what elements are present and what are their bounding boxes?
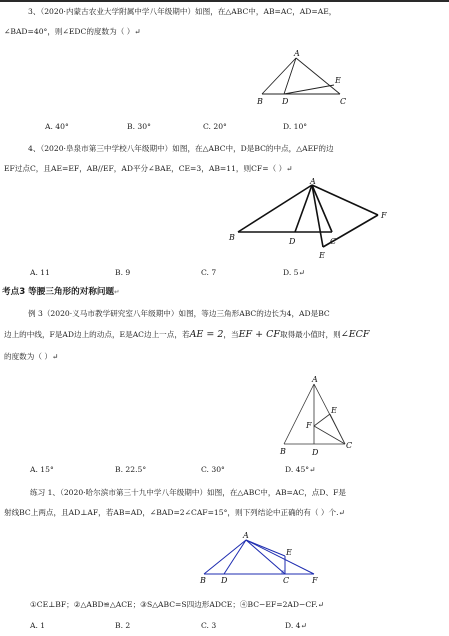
example3-line2-part-a: 边上的中线，F是AD边上的动点，E是AC边上一点，若 <box>4 330 190 339</box>
segment-af <box>246 540 314 574</box>
label-e: E <box>331 406 337 415</box>
example3-line2 <box>4 330 370 340</box>
segment-ad <box>224 540 246 574</box>
label-c: C <box>330 237 337 246</box>
practice1-option-c: C. 3 <box>201 621 217 630</box>
problem4-option-d: D. 5↵ <box>283 268 305 277</box>
label-a: A <box>243 531 249 540</box>
example3-option-b: B. 22.5° <box>115 465 147 474</box>
label-a: A <box>294 49 300 58</box>
label-b: B <box>200 576 206 585</box>
label-f: F <box>381 211 387 220</box>
problem4-line2: EF过点C，且AE=EF，AB//EF，AD平分∠BAE，CE=3，AB=11，则CF=（ ）↵ <box>4 164 293 173</box>
label-b: B <box>280 447 286 456</box>
segment-af <box>312 185 378 215</box>
header-rule <box>0 0 449 2</box>
section-return-mark: ↵ <box>114 288 120 296</box>
practice1-option-b: B. 2 <box>115 621 131 630</box>
label-b: B <box>257 97 263 106</box>
example3-option-a: A. 15° <box>30 465 54 474</box>
label-c: C <box>283 576 290 585</box>
segment-ab <box>204 540 246 574</box>
practice1-statements: ①CE⊥BF；②△ABD≌△ACE；③S△ABC=S四边形ADCE；④BC−EF=2AD−CF.↵ <box>30 600 325 609</box>
label-c: C <box>340 97 347 106</box>
problem4-option-c: C. 7 <box>201 268 217 277</box>
example3-line2-part-b: ，当 <box>223 330 239 339</box>
segment-ab <box>284 384 314 444</box>
label-d: D <box>312 448 319 457</box>
segment-ab <box>262 58 296 94</box>
practice1-line1: 练习 1、（2020·哈尔滨市第三十九中学八年级期中）如图，在△ABC中，AB=AC，点D、F是 <box>30 488 346 497</box>
label-c: C <box>346 441 353 450</box>
practice1-option-d: D. 4↵ <box>285 621 307 630</box>
example3-math-ecf: ∠ECF <box>340 329 370 340</box>
label-e: E <box>286 548 292 557</box>
segment-fe <box>314 414 330 426</box>
label-d: D <box>289 237 296 246</box>
segment-de <box>284 85 334 94</box>
label-a: A <box>310 177 316 186</box>
practice1-line2: 射线BC上两点，且AD⊥AF，若AB=AD，∠BAD=2∠CAF=15°，则下列结论中正确的有（ ）个.↵ <box>4 508 345 517</box>
example3-option-d: D. 45°↵ <box>285 465 316 474</box>
segment-ad <box>295 185 312 232</box>
problem4-figure <box>226 178 398 260</box>
segment-ae <box>246 540 285 556</box>
example3-figure <box>280 376 360 458</box>
problem4-option-a: A. 11 <box>30 268 50 277</box>
problem3-line2: ∠BAD=40°，则∠EDC的度数为（ ）↵ <box>4 27 141 36</box>
label-d: D <box>221 576 228 585</box>
problem3-option-b: B. 30° <box>127 122 151 131</box>
problem3-option-d: D. 10° <box>283 122 308 131</box>
segment-ac <box>296 58 340 94</box>
label-f: F <box>306 421 312 430</box>
example3-line1: 例 3（2020·义马市教学研究室八年级期中）如图，等边三角形ABC的边长为4，AD是BC <box>28 309 330 318</box>
problem4-line1: 4、（2020·阜泉市第三中学校八年级期中）如图，在△ABC中，D是BC的中点，△AEF的边 <box>28 144 334 153</box>
problem3-figure <box>252 48 362 112</box>
example3-option-c: C. 30° <box>201 465 225 474</box>
label-e: E <box>319 251 325 260</box>
problem3-line1: 3、（2020·内蒙古农业大学附属中学八年级期中）如图，在△ABC中，AB=AC，AD=AE， <box>28 7 337 16</box>
problem3-option-a: A. 40° <box>45 122 69 131</box>
segment-ab <box>238 185 312 232</box>
label-a: A <box>312 375 318 384</box>
practice1-option-a: A. 1 <box>30 621 46 630</box>
example3-line3: 的度数为（ ）↵ <box>4 352 59 361</box>
label-f: F <box>312 576 318 585</box>
label-d: D <box>282 97 289 106</box>
segment-ae <box>312 185 323 247</box>
label-b: B <box>229 233 235 242</box>
section-title-text: 考点3 等腰三角形的对称问题 <box>2 287 115 297</box>
practice1-figure <box>196 530 328 586</box>
segment-ad <box>284 58 296 94</box>
problem4-option-b: B. 9 <box>115 268 131 277</box>
section-title <box>2 287 120 298</box>
problem3-option-c: C. 20° <box>203 122 227 131</box>
example3-math-ae: AE = 2 <box>189 329 224 340</box>
label-e: E <box>335 76 341 85</box>
example3-math-efcf: EF + CF <box>238 329 280 340</box>
example3-line2-part-c: 取得最小值时，则 <box>279 330 341 339</box>
